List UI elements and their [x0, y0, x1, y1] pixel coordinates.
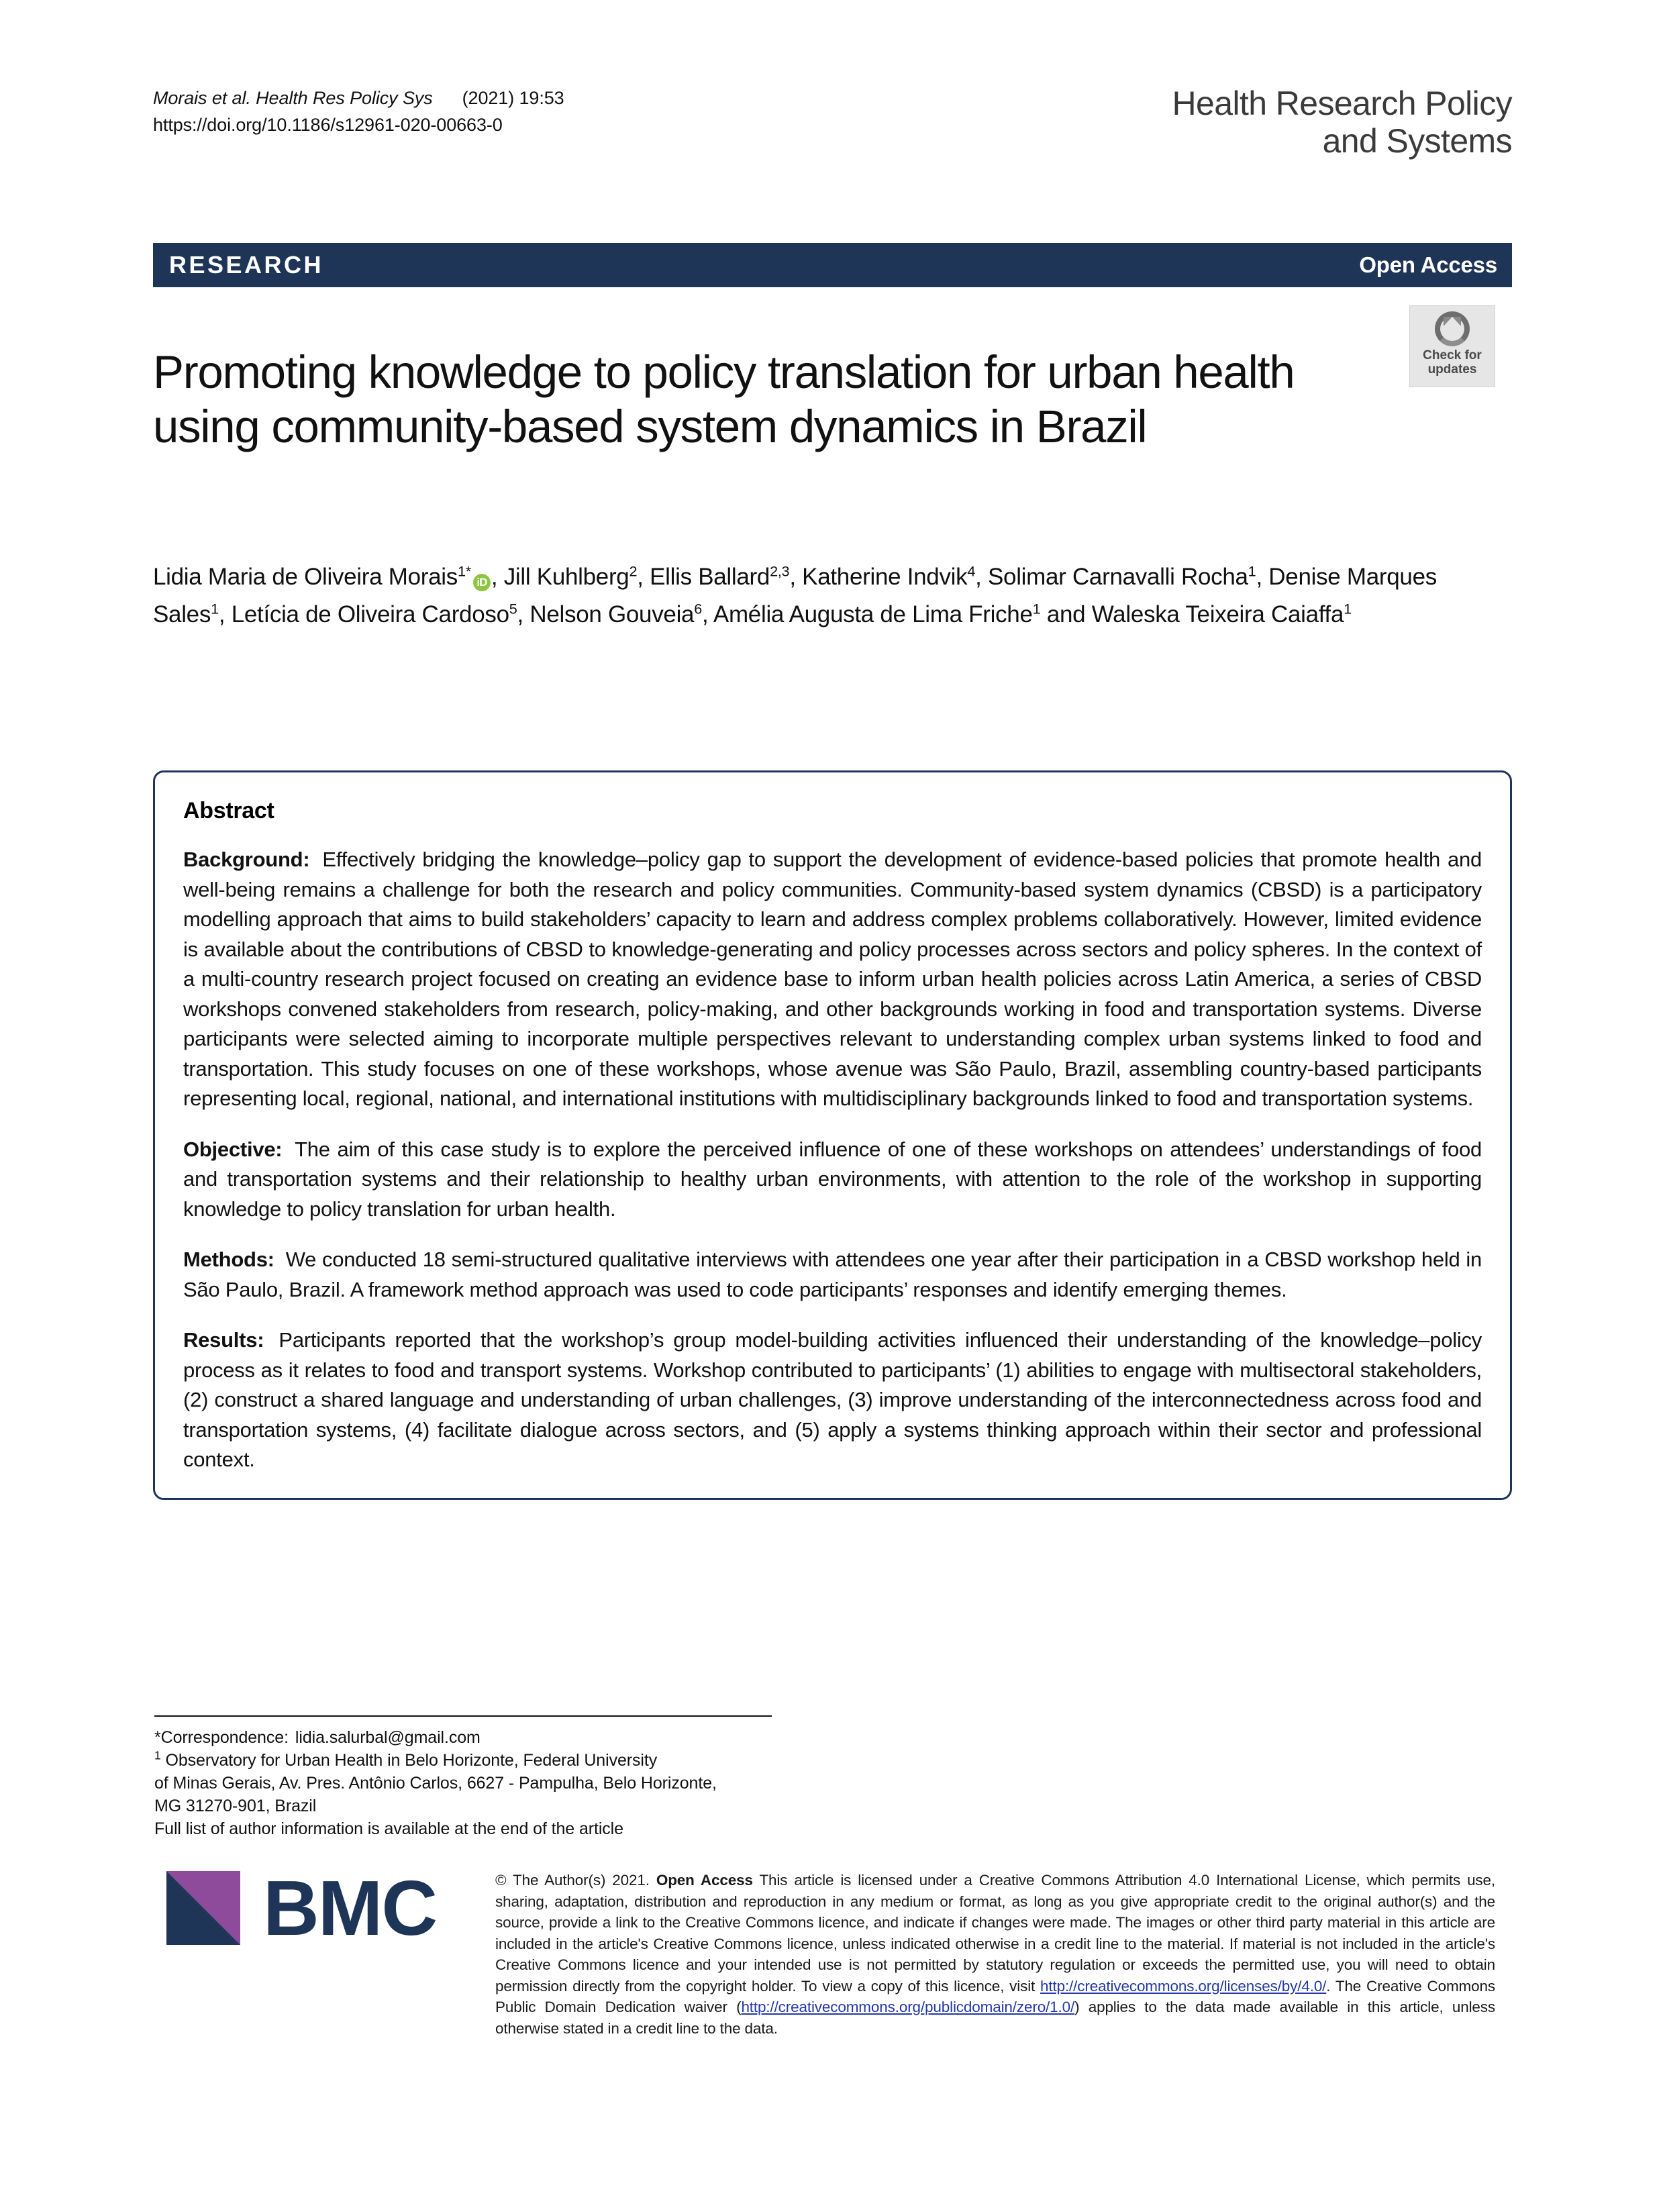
correspondence-line — [154, 1726, 812, 1749]
copyright-body-1: This article is licensed under a Creative Commons Attribution 4.0 International License, which permits use, sharing, adaptation, distribution and reproduction in any medium or format, as long as you give appropriate credit to the original author(s) and the source, provide a link to the Creative Commons licence, and indicate if changes were made. The images or other third party material in this article are included in the article's Creative Commons licence, unless indicated otherwise in a credit line to the material. If material is not included in the article's Creative Commons licence and your intended use is not permitted by statutory regulation or exceeds the permitted use, you will need to obtain permission directly from the copyright holder. To view a copy of this licence, visit — [495, 1872, 1495, 1995]
author-affiliation-marker: 1 — [1032, 600, 1041, 617]
author-name: Waleska Teixeira Caiaffa — [1091, 601, 1344, 627]
affiliation-line-3: MG 31270-901, Brazil — [154, 1797, 317, 1815]
bmc-mark-icon — [166, 1871, 240, 1945]
footnote-divider — [154, 1715, 772, 1717]
author-name: Nelson Gouveia — [529, 601, 695, 627]
copyright-body-3: ) applies to the data made available in this article, unless otherwise stated in a credit line to the data. — [495, 1999, 1495, 2037]
running-head — [153, 85, 1512, 160]
journal-title-line-1: Health Research Policy — [1172, 85, 1512, 122]
author-affiliation-marker: 1 — [1344, 600, 1352, 617]
abstract-section-label: Results: — [183, 1328, 264, 1352]
abstract-label-spacer — [282, 1138, 295, 1161]
public-domain-dedication-link[interactable]: http://creativecommons.org/publicdomain/zero/1.0/ — [741, 1999, 1075, 2015]
author-name: Katherine Indvik — [802, 564, 968, 590]
check-for-updates-badge[interactable] — [1409, 305, 1495, 387]
volume-issue: (2021) 19:53 — [462, 88, 564, 108]
journal-citation: Morais et al. Health Res Policy Sys — [153, 88, 433, 108]
abstract-section-text: We conducted 18 semi-structured qualitative interviews with attendees one year after their participation in a CBSD workshop held in São Paulo, Brazil. A framework method approach was used to code participants’ responses and identify emerging themes. — [183, 1248, 1482, 1301]
abstract-section — [183, 1325, 1482, 1475]
author-affiliation-marker: 2 — [629, 562, 638, 580]
author-affiliation-marker: 6 — [694, 600, 702, 617]
author-name: Solimar Carnavalli Rocha — [987, 564, 1248, 590]
affiliation-marker: 1 — [154, 1748, 161, 1762]
crossmark-label-line-1: Check for — [1423, 348, 1482, 362]
creative-commons-license-link[interactable]: http://creativecommons.org/licenses/by/4.0/ — [1040, 1977, 1327, 1995]
abstract-heading: Abstract — [183, 798, 274, 823]
abstract-section-text: Participants reported that the workshop’s group model-building activities influenced their understanding of the knowledge–policy process as it relates to food and transport systems. Workshop contributed to participants’ (1) abilities to engage with multisectoral stakeholders, (2) construct a shared language and understanding of urban challenges, (3) improve understanding of the interconnectedness across food and transportation systems, (4) facilitate dialogue across sectors, and (5) apply a systems thinking approach within their sector and professional context. — [183, 1328, 1482, 1471]
author-name: Lidia Maria de Oliveira Morais — [153, 564, 458, 590]
abstract-label-spacer — [274, 1248, 286, 1271]
journal-title-line-2: and Systems — [1322, 122, 1512, 160]
open-access-label: Open Access — [1359, 252, 1497, 277]
crossmark-label — [1423, 348, 1482, 376]
crossmark-label-line-2: updates — [1427, 362, 1477, 376]
page-title: Promoting knowledge to policy translation for urban health using community-based system dynamics in Brazil — [153, 346, 1295, 453]
author-name: Denise Marques Sales — [153, 564, 1437, 627]
author-name: Jill Kuhlberg — [503, 564, 629, 590]
abstract-section-text: The aim of this case study is to explore the perceived influence of one of these workshops on attendees’ understandings of food and transportation systems and their relationship to healthy urban environments, with attention to the role of the workshop in supporting knowledge to policy translation for urban health. — [183, 1137, 1482, 1221]
affiliation-line-2: of Minas Gerais, Av. Pres. Antônio Carlos, 6627 - Pampulha, Belo Horizonte, — [154, 1774, 717, 1793]
correspondence-label: *Correspondence: — [154, 1728, 289, 1747]
author-affiliation-marker: 4 — [967, 562, 976, 580]
abstract-section-text: Effectively bridging the knowledge–policy gap to support the development of evidence-based policies that promote health and well-being remains a challenge for both the research and policy communities. Community-based system dynamics (CBSD) is a participatory modelling approach that aims to build stakeholders’ capacity to learn and address complex problems collaboratively. However, limited evidence is available about the contributions of CBSD to knowledge-generating and policy processes across sectors and policy spheres. In the context of a multi-country research project focused on creating an evidence base to inform urban health policies across Latin America, a series of CBSD workshops convened stakeholders from research, policy-making, and other backgrounds working in food and transportation systems. Diverse participants were selected aiming to incorporate multiple perspectives relevant to understanding complex urban systems linked to food and transportation. This study focuses on one of these workshops, whose avenue was São Paulo, Brazil, assembling country-based participants representing local, regional, national, and international institutions with multidisciplinary backgrounds linked to food and transportation systems. — [183, 848, 1482, 1110]
abstract-section-label: Background: — [183, 848, 310, 871]
abstract-section-label: Methods: — [183, 1248, 274, 1271]
crossmark-icon — [1435, 311, 1470, 346]
abstract-section-label: Objective: — [183, 1137, 283, 1161]
abstract-section — [183, 1245, 1482, 1305]
bmc-logo — [166, 1864, 437, 1952]
running-head-citation — [153, 85, 564, 138]
abstract-label-spacer — [309, 848, 322, 871]
abstract-box — [153, 770, 1512, 1500]
affiliation-line-1 — [154, 1749, 812, 1772]
abstract-section — [183, 845, 1482, 1114]
author-affiliation-marker: 5 — [509, 600, 517, 617]
copyright-body-2: . The Creative Commons Public Domain Dedication waiver ( — [495, 1977, 1495, 2015]
author-name: Ellis Ballard — [650, 564, 770, 590]
author-name: Letícia de Oliveira Cardoso — [231, 601, 509, 627]
abstract-section — [183, 1135, 1482, 1225]
author-list: Lidia Maria de Oliveira Morais$^{1*}$iD , Jill Kuhlberg$^2$, Ellis Ballard$^{2,3}$, Katherine Indvik$^4$, Solimar Carnavalli Rocha$^1$, Denise Marques Sales$^1$, Letícia de Oliveira Cardoso$^5$, Nelson Gouveia$^6$, Amélia Augusta de Lima Friche$^1$ and Waleska Teixeira Caiaffa$^1$ — [153, 562, 1437, 627]
author-affiliation-marker: 2,3 — [770, 562, 790, 580]
crossmark-bookmark-icon — [1444, 317, 1461, 326]
article-type-label: RESEARCH — [169, 251, 324, 279]
abstract-label-spacer — [264, 1328, 279, 1352]
author-affiliation-marker: 1* — [457, 562, 471, 580]
correspondence-email[interactable]: lidia.salurbal@gmail.com — [295, 1728, 481, 1747]
copyright-notice — [495, 1870, 1495, 2039]
article-type-banner — [153, 243, 1512, 287]
copyright-open-access-label: Open Access — [656, 1872, 753, 1889]
doi-link[interactable]: https://doi.org/10.1186/s12961-020-00663-0 — [153, 115, 503, 135]
abstract-sections — [183, 845, 1482, 1475]
author-affiliation-marker: 1 — [211, 600, 219, 617]
author-affiliation-marker: 1 — [1248, 562, 1256, 580]
affiliation-text-1: Observatory for Urban Health in Belo Horizonte, Federal University — [165, 1751, 658, 1770]
footnote-block — [154, 1726, 812, 1840]
author-name: Amélia Augusta de Lima Friche — [713, 601, 1033, 627]
bmc-wordmark: BMC — [263, 1864, 437, 1952]
journal-title — [1172, 85, 1512, 160]
full-author-list-note: Full list of author information is available at the end of the article — [154, 1819, 623, 1838]
copyright-prefix: © The Author(s) 2021. — [495, 1872, 656, 1889]
orcid-id-icon[interactable]: iD — [473, 574, 491, 591]
